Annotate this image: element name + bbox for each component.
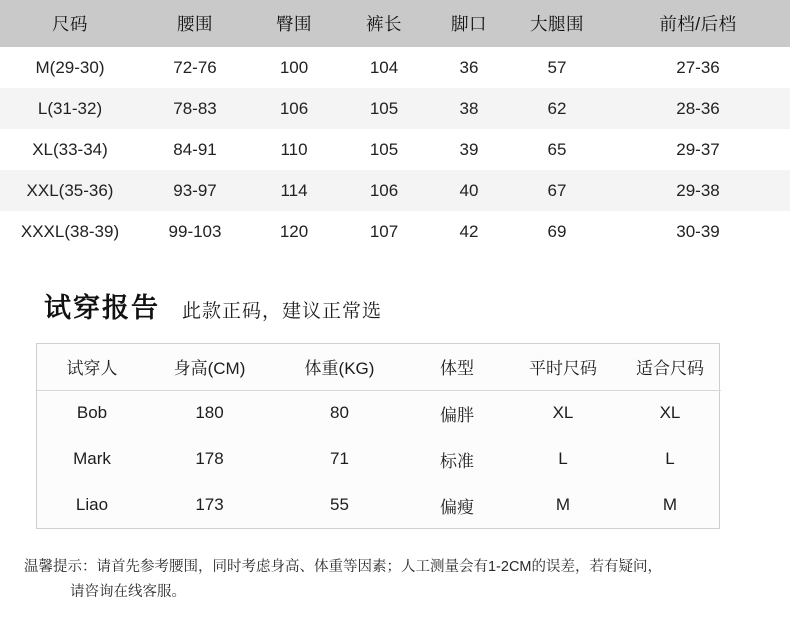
fit-report-subtitle: 此款正码，建议正常选	[182, 301, 383, 322]
table-cell: Bob	[76, 403, 108, 423]
fit-report-col-header: 适合尺码	[619, 344, 721, 390]
table-cell: L(31-32)	[0, 88, 140, 129]
table-cell: XXL(35-36)	[0, 170, 140, 211]
table-header-row	[0, 0, 790, 47]
table-cell: L	[665, 449, 675, 468]
size-chart-col-header: 腰围	[140, 0, 250, 47]
table-cell: 106	[338, 170, 430, 211]
table-cell: 80	[330, 403, 349, 423]
table-cell: 178	[195, 449, 224, 468]
table-row	[0, 211, 790, 252]
size-chart-body	[0, 47, 790, 252]
fit-report-col-header: 身高(CM)	[147, 344, 272, 390]
table-row	[0, 170, 790, 211]
table-cell: XXXL(38-39)	[0, 211, 140, 252]
table-cell: 93-97	[140, 170, 250, 211]
table-cell: 180	[195, 403, 224, 423]
table-cell: Liao	[75, 495, 109, 514]
table-cell: 84-91	[140, 129, 250, 170]
table-cell: L	[558, 449, 568, 468]
fit-report-header	[37, 344, 721, 390]
size-chart-col-header: 大腿围	[508, 0, 606, 47]
measurement-note	[0, 555, 790, 605]
measurement-note-line2: 请咨询在线客服。	[70, 584, 186, 600]
table-cell: 65	[508, 129, 606, 170]
table-cell: 69	[508, 211, 606, 252]
fit-report-col-header: 试穿人	[37, 344, 147, 390]
table-cell: 110	[250, 129, 338, 170]
table-cell: 107	[338, 211, 430, 252]
table-cell: 78-83	[140, 88, 250, 129]
fit-report-title: 试穿报告	[44, 293, 160, 323]
table-cell: 62	[508, 88, 606, 129]
table-cell: 120	[250, 211, 338, 252]
fit-report-table	[37, 344, 721, 528]
table-cell: 29-38	[606, 170, 790, 211]
table-header-row	[37, 344, 721, 390]
table-row	[0, 47, 790, 88]
size-chart-col-header: 脚口	[430, 0, 508, 47]
table-cell: 偏胖	[440, 405, 474, 425]
table-cell: 偏瘦	[440, 497, 474, 517]
table-cell: 27-36	[606, 47, 790, 88]
measurement-note-line1: 温馨提示：请首先参考腰围，同时考虑身高、体重等因素；人工测量会有1-2CM的误差，若有疑问，	[24, 559, 663, 575]
table-cell: 28-36	[606, 88, 790, 129]
table-cell: 114	[250, 170, 338, 211]
table-cell: 71	[330, 449, 349, 468]
table-cell: 30-39	[606, 211, 790, 252]
fit-report-heading	[44, 286, 790, 325]
table-row	[37, 482, 721, 528]
table-cell: 104	[338, 47, 430, 88]
table-cell: 38	[430, 88, 508, 129]
size-chart-col-header: 尺码	[0, 0, 140, 47]
table-cell: XL	[552, 403, 574, 423]
table-cell: 36	[430, 47, 508, 88]
table-cell: 72-76	[140, 47, 250, 88]
table-cell: 105	[338, 88, 430, 129]
table-cell: Mark	[73, 449, 111, 468]
size-chart-header	[0, 0, 790, 47]
table-cell: XL	[659, 403, 681, 423]
table-cell: 39	[430, 129, 508, 170]
size-chart-col-header: 臀围	[250, 0, 338, 47]
table-cell: M	[555, 495, 571, 514]
fit-report-col-header: 平时尺码	[507, 344, 619, 390]
table-row	[0, 88, 790, 129]
table-cell: 99-103	[140, 211, 250, 252]
table-cell: 67	[508, 170, 606, 211]
table-cell: 55	[330, 495, 349, 514]
table-cell: 57	[508, 47, 606, 88]
table-cell: 100	[250, 47, 338, 88]
size-chart-col-header: 裤长	[338, 0, 430, 47]
table-cell: 标准	[440, 451, 474, 471]
fit-report-body	[37, 390, 721, 528]
table-cell: M	[662, 495, 678, 514]
size-chart-table	[0, 0, 790, 252]
table-cell: XL(33-34)	[0, 129, 140, 170]
table-cell: 29-37	[606, 129, 790, 170]
fit-report-col-header: 体型	[407, 344, 507, 390]
table-row	[37, 390, 721, 436]
table-cell: M(29-30)	[0, 47, 140, 88]
table-cell: 40	[430, 170, 508, 211]
size-chart-col-header: 前档/后档	[606, 0, 790, 47]
fit-report-table-container	[36, 343, 720, 529]
table-cell: 42	[430, 211, 508, 252]
table-cell: 106	[250, 88, 338, 129]
table-cell: 105	[338, 129, 430, 170]
table-row	[37, 436, 721, 482]
table-row	[0, 129, 790, 170]
fit-report-col-header: 体重(KG)	[272, 344, 407, 390]
table-cell: 173	[195, 495, 224, 514]
